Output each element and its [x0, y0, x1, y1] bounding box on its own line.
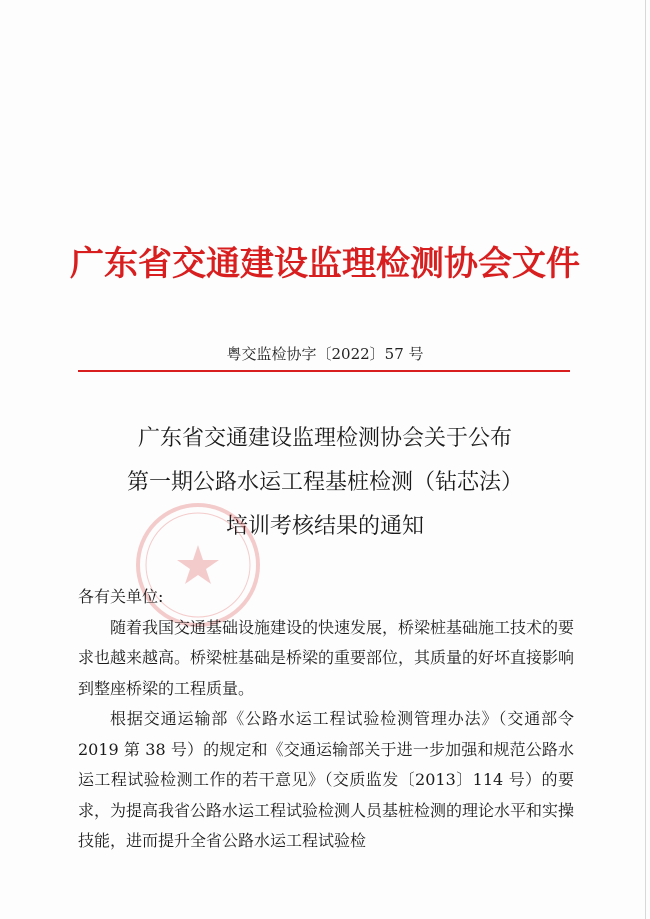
notice-title-line-2: 第一期公路水运工程基桩检测（钻芯法）: [126, 470, 523, 495]
document-body: [78, 582, 574, 857]
salutation: 各有关单位:: [78, 587, 164, 606]
body-paragraph-2: 根据交通运输部《公路水运工程试验检测管理办法》（交通部令 2019 第 38 号）的规定和《交通运输部关于进一步加强和规范公路水运工程试验检测工作的若干意见》（交质监发〔2013〕114 号）的要求，为提高我省公路水运工程试验检测人员基桩检测的理论水平和实操技能，进而提升全省公路水运工程试验检: [78, 709, 575, 850]
notice-title-line-3: 培训考核结果的通知: [225, 514, 424, 539]
notice-title-line-1: 广东省交通建设监理检测协会关于公布: [137, 426, 512, 451]
document-header-title: 广东省交通建设监理检测协会文件: [70, 244, 580, 284]
notice-title: [0, 417, 650, 549]
body-paragraph-1: 随着我国交通基础设施建设的快速发展，桥梁桩基础施工技术的要求也越来越高。桥梁桩基础是桥梁的重要部位，其质量的好坏直接影响到整座桥梁的工程质量。: [78, 617, 575, 698]
red-divider-line: [78, 370, 570, 372]
document-number: 粤交监检协字〔2022〕57 号: [226, 345, 424, 363]
